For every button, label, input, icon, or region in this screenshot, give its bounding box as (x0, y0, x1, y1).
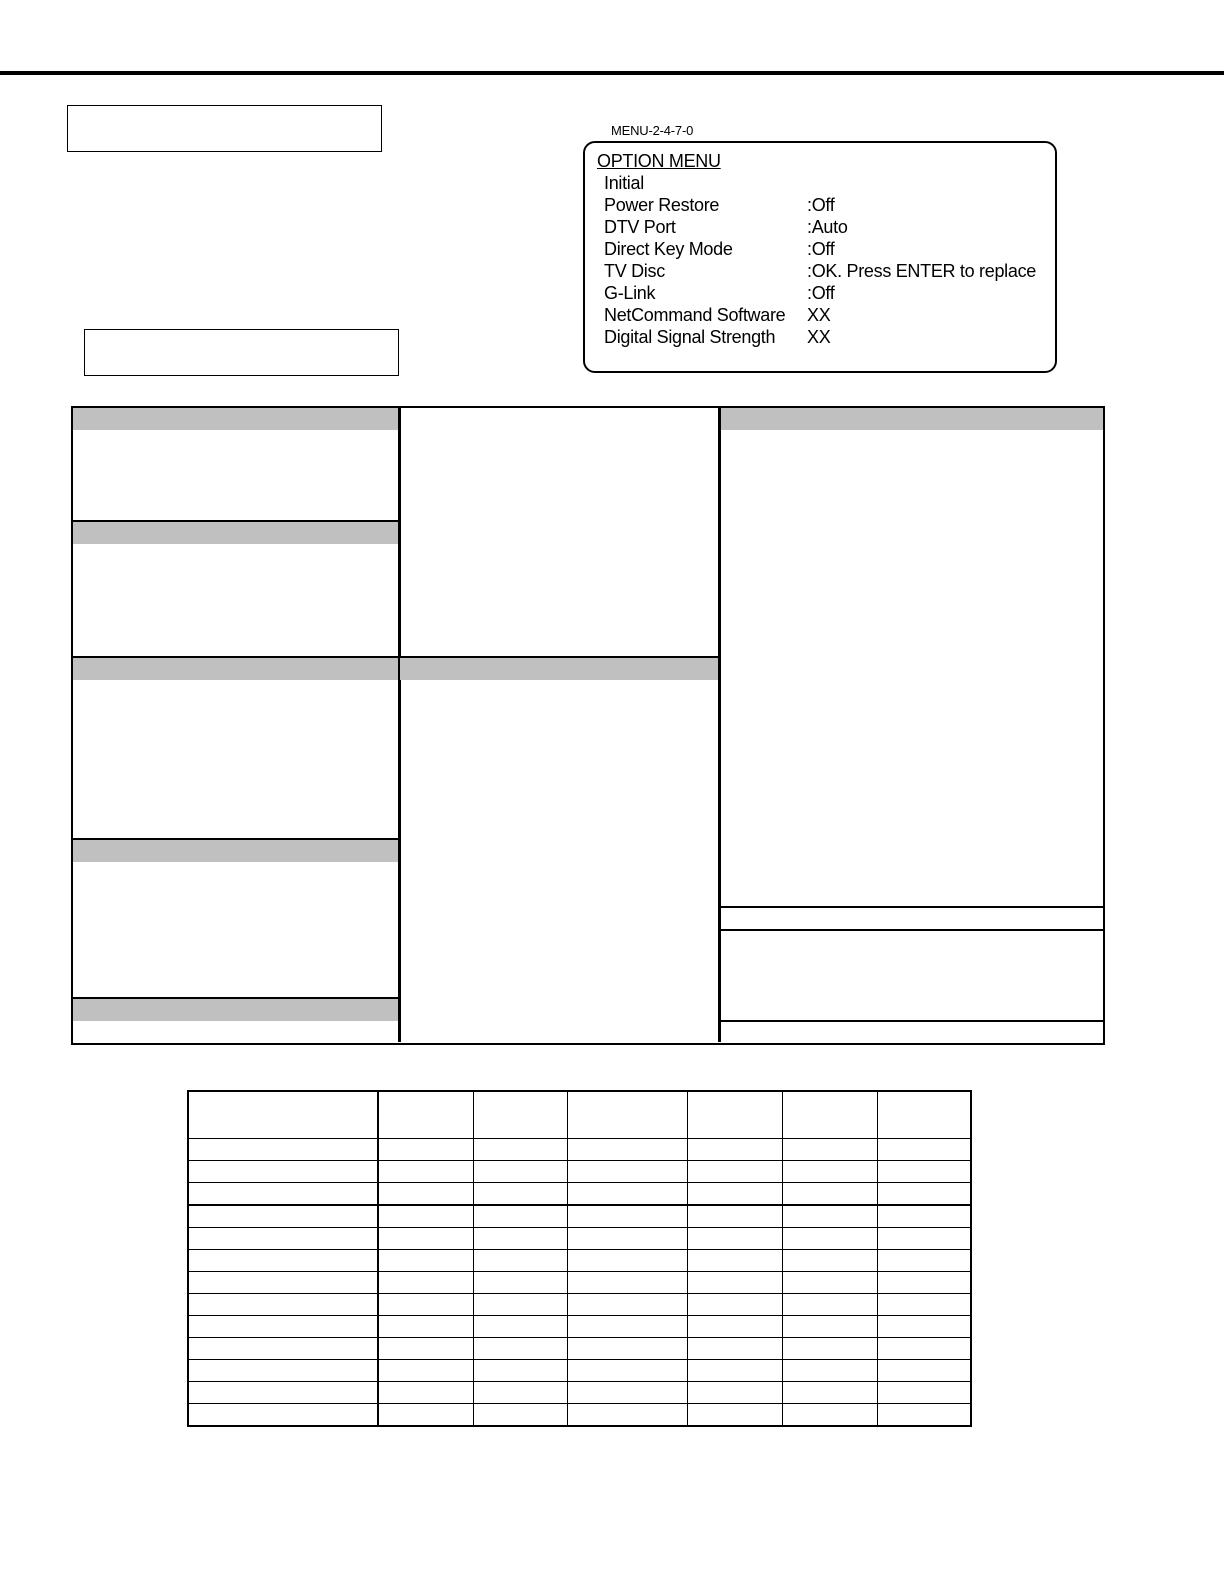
table-row (188, 1316, 971, 1338)
column-divider (398, 408, 401, 1042)
menu-item-value: :Off (807, 239, 835, 259)
top-rule (0, 71, 1224, 75)
menu-item-label: G-Link (604, 283, 656, 303)
table-row (188, 1404, 971, 1427)
section-separator (721, 1020, 1103, 1022)
blank-label-box (67, 105, 382, 152)
table-row (188, 1139, 971, 1161)
menu-item-value: XX (807, 305, 831, 325)
table-header-row (188, 1091, 971, 1139)
menu-item-value: :Off (807, 195, 835, 215)
menu-item-label: TV Disc (604, 261, 665, 281)
section-separator (721, 929, 1103, 931)
column-divider (718, 408, 721, 1042)
menu-item-label: NetCommand Software (604, 305, 786, 325)
section-header-bar (73, 522, 398, 544)
menu-item-value: XX (807, 327, 831, 347)
menu-item-value: :Off (807, 283, 835, 303)
option-menu-title: OPTION MENU (597, 151, 721, 171)
blank-table (187, 1090, 972, 1427)
section-header-bar (73, 658, 398, 680)
menu-item-label: Digital Signal Strength (604, 327, 776, 347)
table-row (188, 1228, 971, 1250)
table-row (188, 1250, 971, 1272)
section-header-bar (73, 999, 398, 1021)
menu-item-value: :Auto (807, 217, 848, 237)
table-row (188, 1382, 971, 1404)
table-row (188, 1205, 971, 1228)
section-header-bar (73, 840, 398, 862)
table-row (188, 1338, 971, 1360)
menu-item-label: Power Restore (604, 195, 720, 215)
section-header-bar (73, 408, 398, 430)
table-row (188, 1272, 971, 1294)
menu-item-label: DTV Port (604, 217, 676, 237)
section-separator (721, 906, 1103, 908)
menu-code: MENU-2-4-7-0 (611, 123, 694, 138)
menu-item-label: Initial (604, 173, 644, 193)
blank-label-box (84, 329, 399, 376)
table-row (188, 1183, 971, 1206)
option-menu-screen (583, 141, 1057, 373)
table-row (188, 1161, 971, 1183)
menu-item-label: Direct Key Mode (604, 239, 733, 259)
section-header-bar (721, 408, 1103, 430)
panel-grid (71, 406, 1105, 1045)
table-row (188, 1294, 971, 1316)
menu-item-value: :OK. Press ENTER to replace (807, 261, 1036, 281)
table-row (188, 1360, 971, 1382)
section-header-bar (400, 658, 718, 680)
